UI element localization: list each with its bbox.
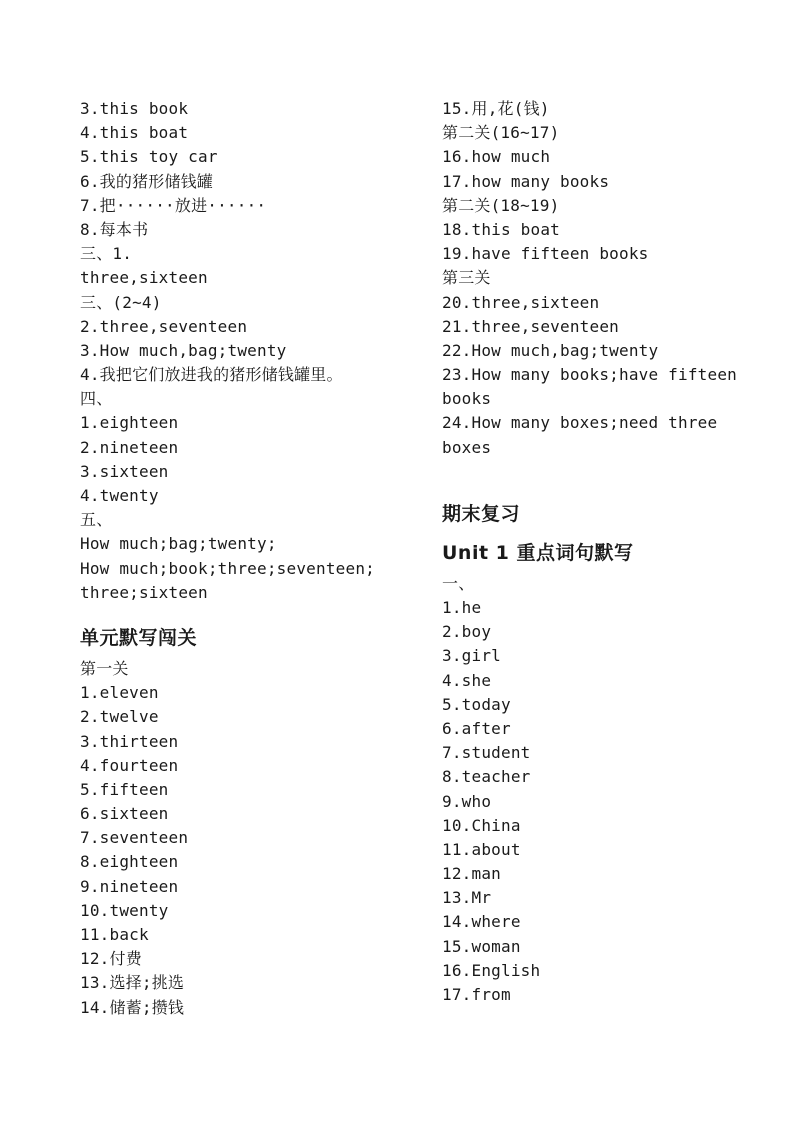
- answer-line: 24.How many boxes;need three: [442, 413, 718, 433]
- answer-line: 3.sixteen: [80, 461, 169, 481]
- answer-line: 22.How much,bag;twenty: [442, 340, 659, 360]
- answer-line: 5.this toy car: [80, 147, 218, 167]
- answer-line: 6.sixteen: [80, 804, 169, 824]
- answer-line: How much;book;three;seventeen;: [80, 558, 375, 578]
- review-title: 期末复习: [442, 502, 521, 525]
- answer-line: 3.How much,bag;twenty: [80, 340, 287, 360]
- answer-line: 9.who: [442, 791, 492, 811]
- answer-line: 五、: [80, 510, 113, 530]
- answer-line: 第三关: [442, 268, 491, 288]
- answer-line: 5.today: [442, 694, 511, 714]
- answer-line: How much;bag;twenty;: [80, 534, 277, 554]
- answer-line: 6.我的猪形储钱罐: [80, 171, 214, 191]
- answer-line: 7.seventeen: [80, 828, 189, 848]
- answer-line: 三、(2~4): [80, 292, 162, 312]
- answer-line: 16.how much: [442, 147, 551, 167]
- answer-line: 第一关: [80, 658, 129, 678]
- answer-line: 3.thirteen: [80, 731, 179, 751]
- answer-line: 5.fifteen: [80, 779, 169, 799]
- answer-line: 8.eighteen: [80, 852, 179, 872]
- answer-line: 4.twenty: [80, 486, 159, 505]
- answer-line: 15.woman: [442, 936, 521, 956]
- answer-line: 17.from: [442, 985, 511, 1004]
- answer-line: three,sixteen: [80, 268, 208, 288]
- answer-line: 8.每本书: [80, 219, 149, 239]
- answer-line: 23.How many books;have fifteen: [442, 365, 737, 385]
- answer-line: 1.eighteen: [80, 413, 179, 433]
- left-answer-block-1: [80, 97, 400, 605]
- answer-line: 10.twenty: [80, 900, 169, 920]
- answer-line: 2.nineteen: [80, 437, 179, 457]
- answer-line: 15.用,花(钱): [442, 99, 550, 118]
- answer-line: 13.选择;挑选: [80, 973, 185, 993]
- answer-line: 10.China: [442, 815, 521, 835]
- answer-line: 四、: [80, 389, 113, 409]
- answer-line: 4.this boat: [80, 123, 189, 143]
- answer-line: 4.fourteen: [80, 755, 179, 775]
- answer-line: three;sixteen: [80, 582, 208, 602]
- answer-line: 2.twelve: [80, 707, 159, 727]
- section-title: 单元默写闯关: [80, 626, 198, 649]
- answer-line: 2.three,seventeen: [80, 316, 248, 336]
- answer-line: 3.girl: [442, 646, 501, 666]
- answer-line: 20.three,sixteen: [442, 292, 600, 312]
- answer-line: 13.Mr: [442, 888, 492, 908]
- answer-line: 7.student: [442, 743, 531, 763]
- answer-line: 三、1.: [80, 244, 133, 264]
- answer-line: 17.how many books: [442, 171, 610, 191]
- answer-line: 第二关(18~19): [442, 195, 560, 215]
- answer-line: 4.she: [442, 670, 492, 690]
- answer-line: 11.back: [80, 925, 149, 944]
- answer-line: 21.three,seventeen: [442, 316, 619, 336]
- answer-line: 8.teacher: [442, 767, 531, 787]
- answer-line: 6.after: [442, 718, 511, 738]
- left-answer-block-2: [80, 657, 400, 1020]
- answer-line: 2.boy: [442, 622, 492, 642]
- answer-line: 14.where: [442, 912, 521, 932]
- answer-line: boxes: [442, 437, 492, 457]
- answer-line: 一、: [442, 573, 475, 593]
- answer-line: 4.我把它们放进我的猪形储钱罐里。: [80, 365, 343, 385]
- answer-line: 1.he: [442, 598, 482, 617]
- answer-line: 12.付费: [80, 949, 142, 969]
- unit-title: Unit 1 重点词句默写: [442, 541, 634, 564]
- answer-line: 12.man: [442, 864, 501, 884]
- answer-line: 18.this boat: [442, 219, 560, 239]
- left-column: [80, 97, 400, 1020]
- right-column: [442, 97, 742, 1007]
- answer-line: books: [442, 389, 492, 409]
- answer-line: 9.nineteen: [80, 876, 179, 896]
- answer-line: 16.English: [442, 960, 541, 980]
- answer-line: 19.have fifteen books: [442, 244, 649, 264]
- right-answer-block-2: [442, 572, 742, 1007]
- answer-line: 1.eleven: [80, 683, 159, 703]
- answer-line: 7.把······放进······: [80, 195, 267, 215]
- answer-line: 14.储蓄;攒钱: [80, 997, 185, 1017]
- answer-line: 3.this book: [80, 99, 189, 118]
- answer-line: 11.about: [442, 839, 521, 859]
- answer-line: 第二关(16~17): [442, 123, 560, 143]
- right-answer-block-1: [442, 97, 742, 460]
